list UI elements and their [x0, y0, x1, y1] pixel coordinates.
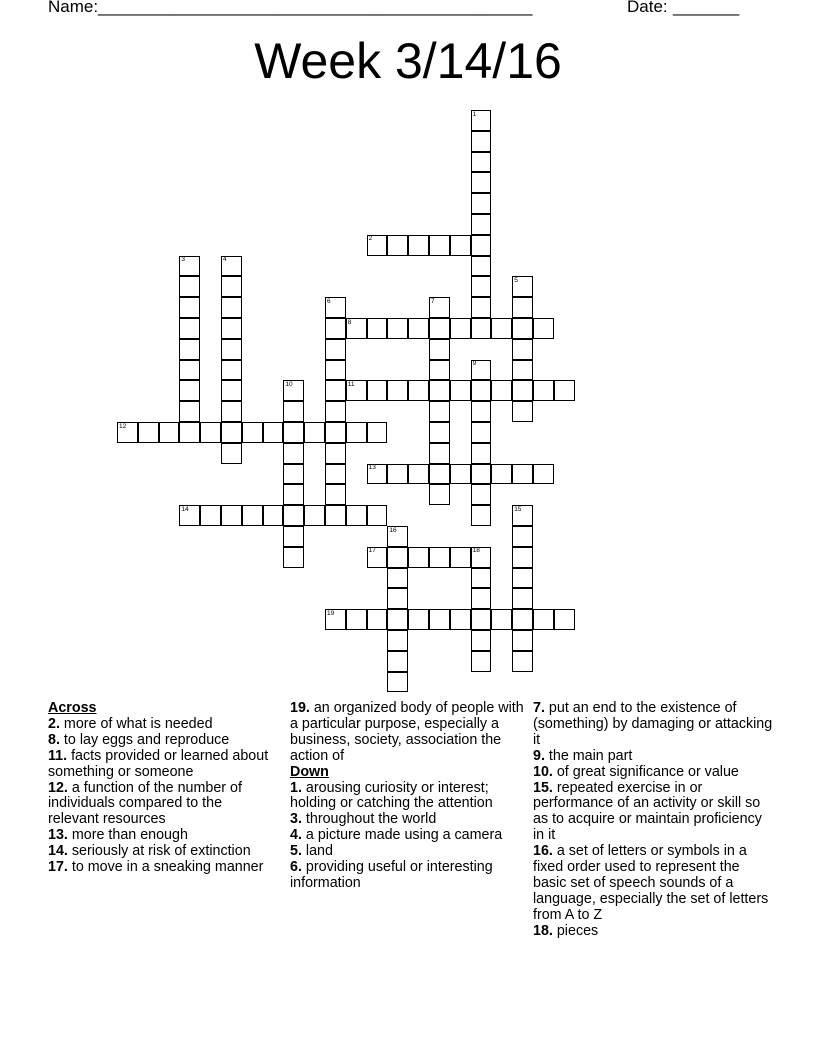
- grid-cell[interactable]: [367, 505, 388, 526]
- grid-cell[interactable]: [471, 484, 492, 505]
- grid-cell[interactable]: [512, 568, 533, 589]
- grid-cell[interactable]: [408, 464, 429, 485]
- grid-cell[interactable]: [221, 422, 242, 443]
- grid-cell[interactable]: [471, 401, 492, 422]
- grid-cell[interactable]: [471, 380, 492, 401]
- grid-cell[interactable]: [533, 609, 554, 630]
- clue-column-1: [48, 701, 273, 876]
- grid-cell[interactable]: [179, 401, 200, 422]
- clue-column-3: [533, 701, 773, 940]
- grid-cell[interactable]: [491, 464, 512, 485]
- grid-cell[interactable]: [471, 630, 492, 651]
- clue-number-15: 15: [514, 505, 522, 513]
- clue-number-16: 16: [389, 526, 397, 534]
- grid-cell[interactable]: [325, 464, 346, 485]
- grid-cell[interactable]: [179, 297, 200, 318]
- grid-cell[interactable]: [450, 235, 471, 256]
- grid-cell[interactable]: [471, 256, 492, 277]
- grid-cell[interactable]: [221, 401, 242, 422]
- grid-cell[interactable]: [450, 547, 471, 568]
- grid-cell[interactable]: [179, 360, 200, 381]
- grid-cell[interactable]: [512, 588, 533, 609]
- grid-cell[interactable]: [429, 422, 450, 443]
- clue-number-3: 3: [181, 256, 186, 264]
- grid-cell[interactable]: [387, 380, 408, 401]
- clue-down-5: 5. land: [290, 843, 333, 860]
- grid-cell[interactable]: [429, 360, 450, 381]
- grid-cell[interactable]: [325, 422, 346, 443]
- name-label: Name:: [48, 0, 99, 16]
- grid-cell[interactable]: [242, 505, 263, 526]
- grid-cell[interactable]: [304, 422, 325, 443]
- grid-cell[interactable]: [179, 318, 200, 339]
- grid-cell[interactable]: [200, 422, 221, 443]
- grid-cell[interactable]: [346, 609, 367, 630]
- clue-number-10: 10: [285, 380, 293, 388]
- across-heading: Across: [48, 700, 97, 716]
- grid-cell[interactable]: [429, 547, 450, 568]
- grid-cell[interactable]: [387, 630, 408, 651]
- grid-cell[interactable]: [450, 318, 471, 339]
- grid-cell[interactable]: [221, 339, 242, 360]
- grid-cell[interactable]: [179, 422, 200, 443]
- grid-cell[interactable]: [325, 443, 346, 464]
- grid-cell[interactable]: [512, 297, 533, 318]
- grid-cell[interactable]: [512, 630, 533, 651]
- grid-cell[interactable]: [283, 484, 304, 505]
- down-heading: Down: [290, 763, 329, 780]
- clue-down-4: 4. a picture made using a camera: [290, 827, 503, 844]
- grid-cell[interactable]: [387, 235, 408, 256]
- grid-cell[interactable]: [533, 380, 554, 401]
- clue-number-19: 19: [327, 609, 335, 617]
- grid-cell[interactable]: [283, 443, 304, 464]
- clue-number-4: 4: [223, 256, 227, 264]
- grid-cell[interactable]: [471, 505, 492, 526]
- grid-cell[interactable]: [283, 401, 304, 422]
- grid-cell[interactable]: [179, 276, 200, 297]
- grid-cell[interactable]: [471, 651, 492, 672]
- grid-cell[interactable]: [200, 505, 221, 526]
- grid-cell[interactable]: [429, 235, 450, 256]
- clue-across-8: 8. to lay eggs and reproduce: [48, 731, 230, 748]
- grid-cell[interactable]: [325, 339, 346, 360]
- grid-cell[interactable]: [471, 422, 492, 443]
- clue-number-17: 17: [368, 547, 376, 555]
- grid-cell[interactable]: [471, 568, 492, 589]
- grid-cell[interactable]: [429, 318, 450, 339]
- grid-cell[interactable]: [429, 464, 450, 485]
- grid-cell[interactable]: [491, 609, 512, 630]
- grid-cell[interactable]: [512, 360, 533, 381]
- grid-cell[interactable]: [346, 422, 367, 443]
- grid-cell[interactable]: [512, 609, 533, 630]
- grid-cell[interactable]: [408, 318, 429, 339]
- clue-number-13: 13: [368, 464, 376, 472]
- grid-cell[interactable]: [429, 401, 450, 422]
- grid-cell[interactable]: [429, 609, 450, 630]
- grid-cell[interactable]: [471, 131, 492, 152]
- clue-across-13: 13. more than enough: [48, 827, 188, 844]
- clue-down-18: 18. pieces: [533, 922, 599, 939]
- grid-cell[interactable]: [471, 609, 492, 630]
- grid-cell[interactable]: [367, 422, 388, 443]
- name-line[interactable]: __________________________________________________: [98, 0, 532, 16]
- grid-cell[interactable]: [491, 318, 512, 339]
- grid-cell[interactable]: [554, 609, 575, 630]
- grid-cell[interactable]: [429, 443, 450, 464]
- grid-cell[interactable]: [387, 568, 408, 589]
- clue-across-12: 12. a function of the number of individuals compared to the relevant resources: [48, 779, 242, 828]
- grid-cell[interactable]: [325, 360, 346, 381]
- grid-cell[interactable]: [283, 422, 304, 443]
- grid-cell[interactable]: [325, 505, 346, 526]
- clue-across-17: 17. to move in a sneaking manner: [48, 859, 264, 876]
- grid-cell[interactable]: [512, 380, 533, 401]
- clue-across-11: 11. facts provided or learned about something or someone: [48, 747, 269, 780]
- clue-across-2: 2. more of what is needed: [48, 715, 213, 732]
- grid-cell[interactable]: [512, 401, 533, 422]
- grid-cell[interactable]: [263, 422, 284, 443]
- clue-number-11: 11: [347, 380, 355, 388]
- grid-cell[interactable]: [304, 505, 325, 526]
- grid-cell[interactable]: [429, 380, 450, 401]
- grid-cell[interactable]: [512, 318, 533, 339]
- clue-column-2: [290, 701, 525, 892]
- clue-number-14: 14: [181, 505, 189, 513]
- grid-cell[interactable]: [450, 464, 471, 485]
- grid-cell[interactable]: [179, 339, 200, 360]
- grid-cell[interactable]: [429, 484, 450, 505]
- grid-cell[interactable]: [387, 318, 408, 339]
- grid-cell[interactable]: [554, 380, 575, 401]
- grid-cell[interactable]: [429, 339, 450, 360]
- date-label: Date:: [627, 0, 668, 16]
- grid-cell[interactable]: [512, 339, 533, 360]
- grid-cell[interactable]: [450, 609, 471, 630]
- grid-cell[interactable]: [450, 380, 471, 401]
- grid-cell[interactable]: [325, 401, 346, 422]
- grid-cell[interactable]: [471, 276, 492, 297]
- clue-down-9: 9. the main part: [533, 747, 633, 764]
- grid-cell[interactable]: [387, 547, 408, 568]
- clue-number-18: 18: [472, 547, 480, 555]
- grid-cell[interactable]: [408, 547, 429, 568]
- grid-cell[interactable]: [533, 464, 554, 485]
- grid-cell[interactable]: [367, 380, 388, 401]
- grid-cell[interactable]: [512, 651, 533, 672]
- grid-cell[interactable]: [283, 505, 304, 526]
- grid-cell[interactable]: [471, 172, 492, 193]
- grid-cell[interactable]: [283, 464, 304, 485]
- clue-across-19: 19. an organized body of people with a particular purpose, especially a business, society, association the action of: [290, 700, 524, 764]
- grid-cell[interactable]: [263, 505, 284, 526]
- grid-cell[interactable]: [221, 380, 242, 401]
- grid-cell[interactable]: [221, 443, 242, 464]
- clue-number-5: 5: [514, 276, 518, 284]
- grid-cell[interactable]: [512, 526, 533, 547]
- clue-number-6: 6: [327, 297, 331, 305]
- grid-cell[interactable]: [471, 443, 492, 464]
- grid-cell[interactable]: [387, 609, 408, 630]
- grid-cell[interactable]: [138, 422, 159, 443]
- grid-cell[interactable]: [387, 464, 408, 485]
- grid-cell[interactable]: [325, 318, 346, 339]
- clue-number-7: 7: [431, 297, 435, 305]
- grid-cell[interactable]: [387, 672, 408, 693]
- clue-down-6: 6. providing useful or interesting information: [290, 859, 493, 891]
- grid-cell[interactable]: [408, 380, 429, 401]
- grid-cell[interactable]: [471, 464, 492, 485]
- clue-down-15: 15. repeated exercise in or performance of an activity or skill so as to acquire or maintain proficiency in it: [533, 779, 762, 844]
- grid-cell[interactable]: [221, 297, 242, 318]
- grid-cell[interactable]: [221, 276, 242, 297]
- grid-cell[interactable]: [387, 588, 408, 609]
- clue-number-2: 2: [368, 235, 373, 243]
- grid-cell[interactable]: [533, 318, 554, 339]
- grid-cell[interactable]: [221, 360, 242, 381]
- clue-number-1: 1: [472, 110, 477, 118]
- grid-cell[interactable]: [221, 318, 242, 339]
- grid-cell[interactable]: [179, 380, 200, 401]
- grid-cell[interactable]: [367, 318, 388, 339]
- grid-cell[interactable]: [512, 464, 533, 485]
- date-line[interactable]: _______: [673, 0, 740, 16]
- grid-cell[interactable]: [471, 318, 492, 339]
- grid-cell[interactable]: [325, 484, 346, 505]
- grid-cell[interactable]: [471, 297, 492, 318]
- grid-cell[interactable]: [159, 422, 180, 443]
- grid-cell[interactable]: [471, 152, 492, 173]
- grid-cell[interactable]: [283, 547, 304, 568]
- clue-down-7: 7. put an end to the existence of (something) by damaging or attacking it: [533, 700, 773, 748]
- grid-cell[interactable]: [471, 235, 492, 256]
- grid-cell[interactable]: [471, 193, 492, 214]
- grid-cell[interactable]: [471, 588, 492, 609]
- grid-cell[interactable]: [221, 505, 242, 526]
- clue-down-10: 10. of great significance or value: [533, 763, 739, 780]
- grid-cell[interactable]: [325, 380, 346, 401]
- clue-number-9: 9: [472, 360, 477, 368]
- grid-cell[interactable]: [283, 526, 304, 547]
- grid-cell[interactable]: [346, 505, 367, 526]
- grid-cell[interactable]: [408, 235, 429, 256]
- grid-cell[interactable]: [512, 547, 533, 568]
- grid-cell[interactable]: [491, 380, 512, 401]
- clue-down-3: 3. throughout the world: [290, 811, 437, 828]
- grid-cell[interactable]: [408, 609, 429, 630]
- clue-down-16: 16. a set of letters or symbols in a fixed order used to represent the basic set of speech sounds of a language, especially the set of letters from A to Z: [533, 843, 769, 923]
- clue-down-1: 1. arousing curiosity or interest; holding or catching the attention: [290, 779, 493, 812]
- grid-cell[interactable]: [471, 214, 492, 235]
- page-title: Week 3/14/16: [254, 33, 562, 89]
- clue-number-12: 12: [119, 422, 127, 430]
- grid-cell[interactable]: [367, 609, 388, 630]
- clue-number-8: 8: [347, 318, 352, 326]
- grid-cell[interactable]: [387, 651, 408, 672]
- clue-across-14: 14. seriously at risk of extinction: [48, 843, 251, 860]
- grid-cell[interactable]: [242, 422, 263, 443]
